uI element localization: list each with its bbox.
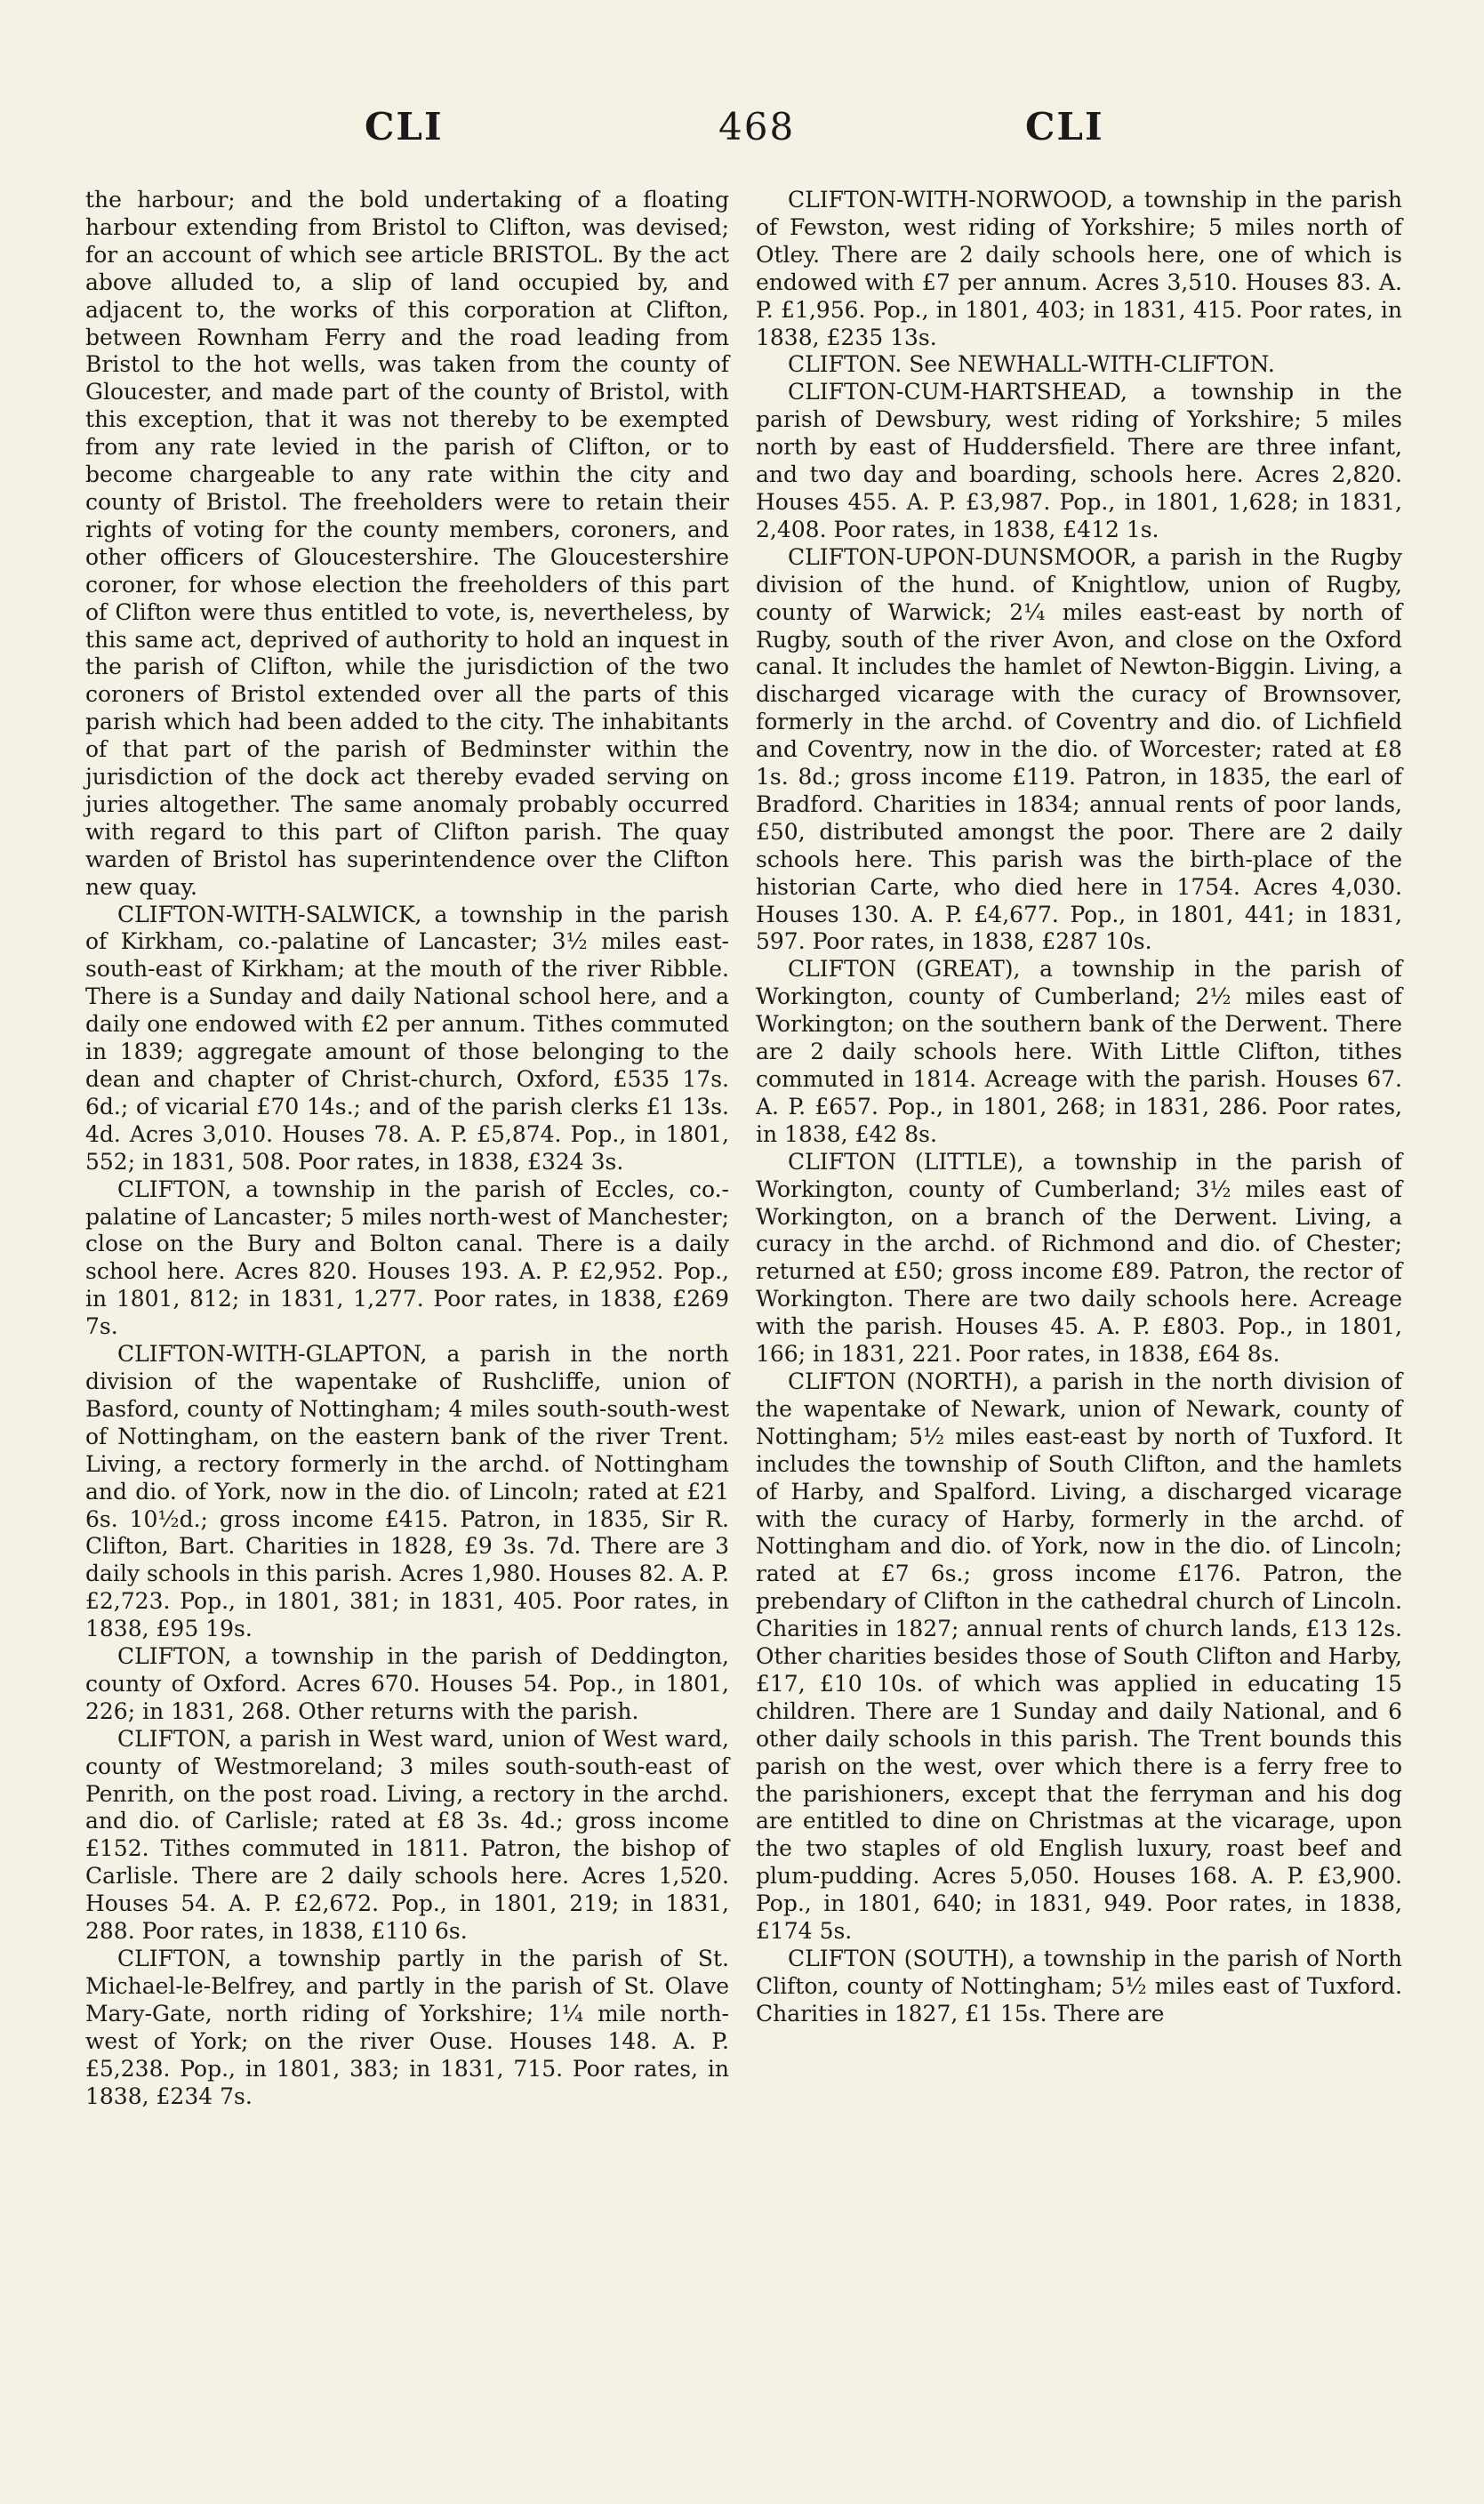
entry-heading: CLIFTON, <box>117 1725 232 1752</box>
entry-heading: CLIFTON (LITTLE), <box>788 1148 1024 1175</box>
entry-text: a township in the parish of North Clifton, county of Nottingham; 5½ miles east of Tuxford. Charities in 1827, £1 15s. There are <box>756 1946 1402 2026</box>
entry <box>756 187 1402 351</box>
continued-paragraph: the harbour; and the bold undertaking of a floating harbour extending from Bristol to Clifton, was devised; for an account of which see article BRISTOL. By the act above alluded to, a slip of land occupied by, and adjacent to, the works of this corporation at Clifton, between Rownham Ferry and the road leading from Bristol to the hot wells, was taken from the county of Gloucester, and made part of the county of Bristol, with this exception, that it was not thereby to be exempted from any rate levied in the parish of Clifton, or to become chargeable to any rate within the city and county of Bristol. The freeholders were to retain their rights of voting for the county members, coroners, and other officers of Gloucestershire. The Gloucestershire coroner, for whose election the freeholders of this part of Clifton were thus entitled to vote, is, nevertheless, by this same act, deprived of authority to hold an inquest in the parish of Clifton, while the jurisdiction of the two coroners of Bristol extended over all the parts of this parish which had been added to the city. The inhabitants of that part of the parish of Bedminster within the jurisdiction of the dock act thereby evaded serving on juries altogether. The same anomaly probably occurred with regard to this part of Clifton parish. The quay warden of Bristol has superintendence over the Clifton new quay. <box>85 187 729 900</box>
entry <box>756 1946 1402 2028</box>
entry-text: a parish in the north division of the wapentake of Newark, union of Newark, county of Nottingham; 5½ miles east-east by north of Tuxford. It includes the township of South Clifton, and the hamlets of Harby, and Spalford. Living, a discharged vicarage with the curacy of Harby, formerly in the archd. of Nottingham and dio. of York, now in the dio. of Lincoln; rated at £7 6s.; gross income £176. Patron, the prebendary of Clifton in the cathedral church of Lincoln. Charities in 1827; annual rents of church lands, £13 12s. Other charities besides those of South Clifton and Harby, £17, £10 10s. of which was applied in educating 15 children. There are 1 Sunday and daily National, and 6 other daily schools in this parish. The Trent bounds this parish on the west, over which there is a ferry free to the parishioners, except that the ferryman and his dog are entitled to dine on Christmas at the vicarage, upon the two staples of old English luxury, roast beef and plum-pudding. Acres 5,050. Houses 168. A. P. £3,900. Pop., in 1801, 640; in 1831, 949. Poor rates, in 1838, £174 5s. <box>756 1368 1402 1945</box>
entry-text: a township in the parish of Workington, county of Cumberland; 3½ miles east of Workington, on a branch of the Derwent. Living, a curacy in the archd. of Richmond and dio. of Chester; returned at £50; gross income £89. Patron, the rector of Workington. There are two daily schools here. Acreage with the parish. Houses 45. A. P. £803. Pop., in 1801, 166; in 1831, 221. Poor rates, in 1838, £64 8s. <box>756 1148 1402 1368</box>
left-column <box>85 187 729 2110</box>
entry-text: a township in the parish of Eccles, co.-palatine of Lancaster; 5 miles north-west of Manchester; close on the Bury and Bolton canal. There is a daily school here. Acres 820. Houses 193. A. P. £2,952. Pop., in 1801, 812; in 1831, 1,277. Poor rates, in 1838, £269 7s. <box>85 1176 729 1340</box>
entry-heading: CLIFTON, <box>117 1643 232 1670</box>
entry-heading: CLIFTON-WITH-GLAPTON, <box>117 1341 428 1368</box>
entry <box>756 544 1402 957</box>
entry <box>85 902 729 1176</box>
entry <box>756 1149 1402 1368</box>
entry-text: a township in the parish of Fewston, west riding of Yorkshire; 5 miles north of Otley. There are 2 daily schools here, one of which is endowed with £7 per annum. Acres 3,510. Houses 83. A. P. £1,956. Pop., in 1801, 403; in 1831, 415. Poor rates, in 1838, £235 13s. <box>756 187 1402 350</box>
entry <box>85 1726 729 1946</box>
entry-heading: CLIFTON (GREAT), <box>788 956 1021 983</box>
entry-heading: CLIFTON (NORTH), <box>788 1368 1020 1394</box>
entry-text: a township in the parish of Workington, county of Cumberland; 2½ miles east of Workington; on the southern bank of the Derwent. There are 2 daily schools here. With Little Clifton, tithes commuted in 1814. Acreage with the parish. Houses 67. A. P. £657. Pop., in 1801, 268; in 1831, 286. Poor rates, in 1838, £42 8s. <box>756 956 1402 1147</box>
running-head <box>0 105 1484 158</box>
entry-heading: CLIFTON, <box>117 1946 232 1971</box>
entry-heading: CLIFTON-WITH-SALWICK, <box>117 901 422 927</box>
entry <box>756 379 1402 543</box>
entry <box>85 1176 729 1341</box>
entry <box>756 351 1402 379</box>
entry-heading: CLIFTON (SOUTH), <box>788 1946 1015 1971</box>
header-right-word: CLI <box>1025 105 1104 148</box>
entry-text: a township in the parish of Deddington, county of Oxford. Acres 670. Houses 54. Pop., in 1801, 226; in 1831, 268. Other returns with the parish. <box>85 1643 729 1724</box>
entry-text: See NEWHALL-WITH-CLIFTON. <box>902 351 1275 378</box>
entry-text: a township in the parish of Dewsbury, west riding of Yorkshire; 5 miles north by east of Huddersfield. There are three infant, and two day and boarding, schools here. Acres 2,820. Houses 455. A. P. £3,987. Pop., in 1801, 1,628; in 1831, 2,408. Poor rates, in 1838, £412 1s. <box>756 379 1402 542</box>
header-left-word: CLI <box>365 105 444 148</box>
entry-text: a parish in the Rugby division of the hund. of Knightlow, union of Rugby, county of Warwick; 2¼ miles east-east by north of Rugby, south of the river Avon, and close on the Oxford canal. It includes the hamlet of Newton-Biggin. Living, a discharged vicarage with the curacy of Brownsover, formerly in the archd. of Coventry and dio. of Lichfield and Coventry, now in the dio. of Worcester; rated at £8 1s. 8d.; gross income £119. Patron, in 1835, the earl of Bradford. Charities in 1834; annual rents of poor lands, £50, distributed amongst the poor. There are 2 daily schools here. This parish was the birth-place of the historian Carte, who died here in 1754. Acres 4,030. Houses 130. A. P. £4,677. Pop., in 1801, 441; in 1831, 597. Poor rates, in 1838, £287 10s. <box>756 543 1402 955</box>
page-number: 468 <box>718 105 796 148</box>
entry-text: a parish in West ward, union of West ward, county of Westmoreland; 3 miles south-south-east of Penrith, on the post road. Living, a rectory in the archd. and dio. of Carlisle; rated at £8 3s. 4d.; gross income £152. Tithes commuted in 1811. Patron, the bishop of Carlisle. There are 2 daily schools here. Acres 1,520. Houses 54. A. P. £2,672. Pop., in 1801, 219; in 1831, 288. Poor rates, in 1838, £110 6s. <box>85 1725 729 1945</box>
entry-heading: CLIFTON, <box>117 1176 232 1202</box>
entry-heading: CLIFTON. <box>788 351 902 378</box>
right-column <box>756 187 1402 2028</box>
entry <box>85 1643 729 1726</box>
entry <box>756 956 1402 1148</box>
entry <box>85 1341 729 1643</box>
entry <box>756 1368 1402 1946</box>
entry-heading: CLIFTON-UPON-DUNSMOOR, <box>788 543 1137 570</box>
entry <box>85 1946 729 2110</box>
entry-text: a township in the parish of Kirkham, co.-palatine of Lancaster; 3½ miles east-south-east of Kirkham; at the mouth of the river Ribble. There is a Sunday and daily National school here, and a daily one endowed with £2 per annum. Tithes commuted in 1839; aggregate amount of those belonging to the dean and chapter of Christ-church, Oxford, £535 17s. 6d.; of vicarial £70 14s.; and of the parish clerks £1 13s. 4d. Acres 3,010. Houses 78. A. P. £5,874. Pop., in 1801, 552; in 1831, 508. Poor rates, in 1838, £324 3s. <box>85 901 729 1175</box>
entry-text: a township partly in the parish of St. Michael-le-Belfrey, and partly in the parish of St. Olave Mary-Gate, north riding of Yorkshire; 1¼ mile north-west of York; on the river Ouse. Houses 148. A. P. £5,238. Pop., in 1801, 383; in 1831, 715. Poor rates, in 1838, £234 7s. <box>85 1946 729 2109</box>
entry-heading: CLIFTON-WITH-NORWOOD, <box>788 187 1114 213</box>
entry-text: a parish in the north division of the wapentake of Rushcliffe, union of Basford, county of Nottingham; 4 miles south-south-west of Nottingham, on the eastern bank of the river Trent. Living, a rectory formerly in the archd. of Nottingham and dio. of York, now in the dio. of Lincoln; rated at £21 6s. 10½d.; gross income £415. Patron, in 1835, Sir R. Clifton, Bart. Charities in 1828, £9 3s. 7d. There are 3 daily schools in this parish. Acres 1,980. Houses 82. A. P. £2,723. Pop., in 1801, 381; in 1831, 405. Poor rates, in 1838, £95 19s. <box>85 1341 729 1642</box>
entry-heading: CLIFTON-CUM-HARTSHEAD, <box>788 379 1127 405</box>
